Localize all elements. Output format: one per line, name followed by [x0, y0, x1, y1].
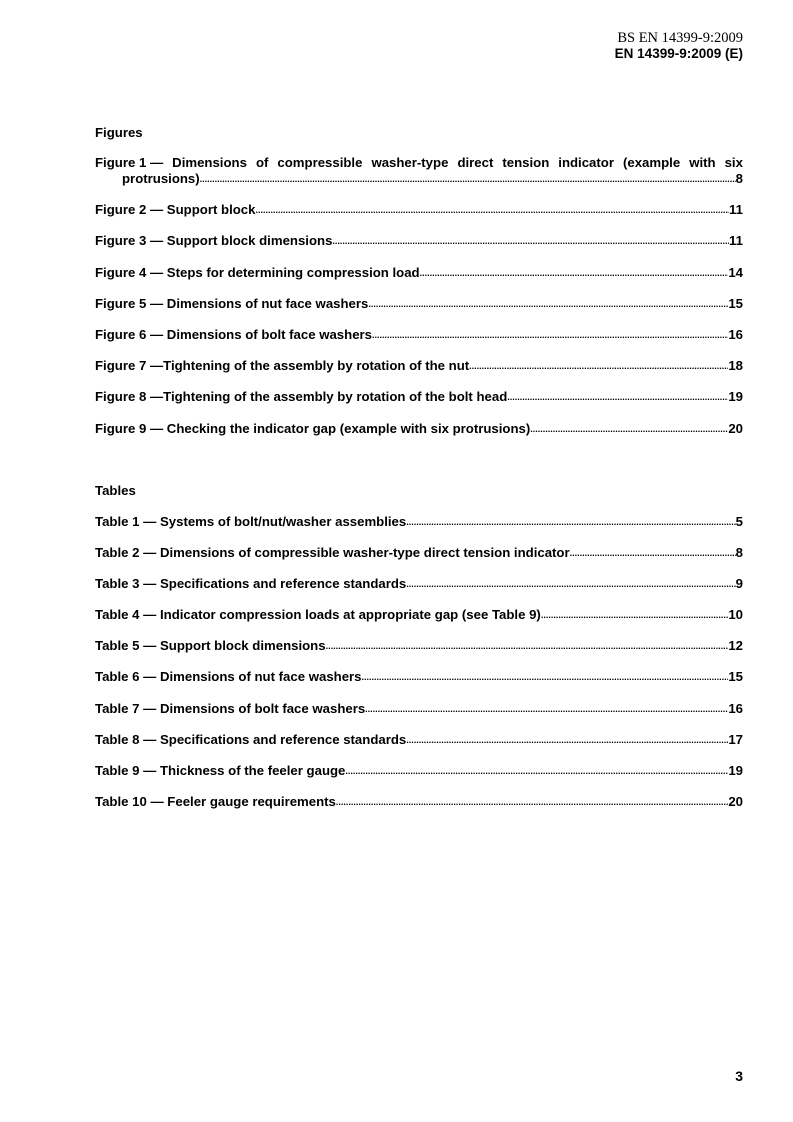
- dot-leader: [541, 606, 729, 623]
- toc-entry-page: 11: [729, 202, 743, 218]
- toc-entry-page: 19: [728, 763, 743, 778]
- dot-leader: [326, 637, 729, 654]
- toc-entry-title: Figure 5 — Dimensions of nut face washers: [95, 295, 369, 311]
- toc-entry-title: Table 2 — Dimensions of compressible washer-type direct tension indicator: [95, 544, 570, 560]
- toc-entry-title: Table 4 — Indicator compression loads at appropriate gap (see Table 9): [95, 607, 541, 623]
- toc-entry-page: 11: [729, 233, 743, 249]
- toc-entry-figure-8[interactable]: [95, 421, 743, 437]
- toc-entry-title: Table 8 — Specifications and reference standards: [95, 731, 407, 747]
- toc-entry-page: 15: [728, 669, 743, 685]
- dot-leader: [372, 326, 728, 343]
- toc-entry-word: indicator: [558, 155, 614, 170]
- toc-entry-page: 9: [735, 575, 743, 591]
- dot-leader: [368, 295, 728, 312]
- dot-leader: [255, 201, 729, 218]
- toc-entry-table-8[interactable]: [95, 732, 743, 748]
- toc-entry-table-5[interactable]: [95, 638, 743, 654]
- toc-entry-figure-1[interactable]: [95, 202, 743, 218]
- table-list: [95, 514, 743, 811]
- toc-entry-word: tension: [502, 155, 550, 170]
- dot-leader: [336, 793, 728, 810]
- page-number: 3: [735, 1068, 743, 1084]
- figures-heading: Figures: [95, 125, 143, 140]
- toc-entry-title: Table 6 — Dimensions of nut face washers: [95, 669, 362, 685]
- toc-entry-table-7[interactable]: [95, 701, 743, 717]
- toc-entry-page: 18: [728, 358, 743, 374]
- toc-entry-word: six: [724, 155, 743, 170]
- toc-entry-word: direct: [457, 155, 494, 170]
- toc-entry-word: washer-type: [371, 155, 449, 170]
- dot-leader: [507, 388, 728, 405]
- toc-entry-title: Figure 3 — Support block dimensions: [95, 233, 333, 249]
- figure-list: [95, 202, 743, 436]
- toc-entry-word: compressible: [277, 155, 363, 170]
- toc-entry-title: Table 1 — Systems of bolt/nut/washer assemblies: [95, 513, 407, 529]
- toc-entry-figure-4[interactable]: [95, 296, 743, 312]
- dot-leader: [406, 513, 735, 530]
- dot-leader: [332, 232, 729, 249]
- toc-entry-page: 20: [728, 794, 743, 810]
- toc-entry-table-10[interactable]: [95, 794, 743, 810]
- toc-entry-table-9[interactable]: [95, 763, 743, 779]
- toc-entry-word: of: [255, 155, 269, 170]
- dot-leader: [345, 762, 728, 779]
- header-en-standard: EN 14399-9:2009 (E): [614, 46, 743, 61]
- toc-entry-table-4[interactable]: [95, 607, 743, 623]
- toc-entry-page: 14: [728, 264, 743, 280]
- toc-entry-figure-6[interactable]: [95, 358, 743, 374]
- toc-entry-title: Table 3 — Specifications and reference standards: [95, 575, 407, 591]
- toc-entry-page: 8: [735, 171, 743, 186]
- toc-entry-line: [95, 155, 743, 171]
- toc-entry-title: Figure 6 — Dimensions of bolt face washers: [95, 326, 373, 342]
- toc-entry-table-3[interactable]: [95, 576, 743, 592]
- header-bs-standard: BS EN 14399-9:2009: [617, 30, 743, 46]
- dot-leader: [570, 544, 736, 561]
- toc-entry-title-continued: protrusions): [122, 171, 200, 186]
- toc-entry-title: Figure 8 —Tightening of the assembly by rotation of the bolt head: [95, 389, 508, 405]
- toc-entry-title: Figure 9 — Checking the indicator gap (example with six protrusions): [95, 420, 531, 436]
- table-of-contents: [95, 125, 743, 825]
- dot-leader: [406, 731, 728, 748]
- toc-entry-page: 8: [735, 544, 743, 560]
- toc-entry-page: 12: [728, 638, 743, 654]
- toc-entry-page: 16: [728, 700, 743, 716]
- toc-entry-figure-7[interactable]: [95, 389, 743, 405]
- dot-leader: [362, 668, 729, 685]
- toc-entry-page: 10: [728, 607, 743, 623]
- toc-entry-title: Table 7 — Dimensions of bolt face washers: [95, 700, 366, 716]
- toc-entry-page: 17: [728, 731, 743, 747]
- tables-heading: Tables: [95, 482, 136, 498]
- toc-entry-line: [95, 171, 743, 187]
- toc-entry-title: Table 5 — Support block dimensions: [95, 638, 326, 654]
- toc-entry-page: 16: [728, 326, 743, 342]
- toc-entry-figure-1[interactable]: [95, 155, 743, 187]
- toc-entry-title: Table 9 — Thickness of the feeler gauge: [95, 763, 346, 778]
- toc-entry-figure-5[interactable]: [95, 327, 743, 343]
- toc-entry-title: Figure 7 —Tightening of the assembly by rotation of the nut: [95, 358, 470, 374]
- toc-entry-page: 19: [728, 389, 743, 405]
- toc-entry-title: Table 10 — Feeler gauge requirements: [95, 794, 336, 810]
- toc-entry-title: Figure 4 — Steps for determining compression load: [95, 264, 420, 280]
- toc-entry-table-1[interactable]: [95, 514, 743, 530]
- dot-leader: [530, 420, 728, 437]
- toc-entry-page: 5: [735, 513, 743, 529]
- toc-entry-figure-3[interactable]: [95, 265, 743, 281]
- toc-entry-word: Dimensions: [172, 155, 247, 170]
- toc-entry-word: (example: [622, 155, 681, 170]
- dot-leader: [406, 575, 735, 592]
- toc-entry-figure-2[interactable]: [95, 233, 743, 249]
- dot-leader: [469, 357, 728, 374]
- dot-leader: [365, 700, 728, 717]
- toc-entry-page: 15: [728, 295, 743, 311]
- dot-leader: [420, 264, 729, 281]
- toc-entry-table-2[interactable]: [95, 545, 743, 561]
- toc-entry-word: with: [689, 155, 716, 170]
- toc-entry-title: Figure 2 — Support block: [95, 202, 256, 218]
- dot-leader: [200, 170, 736, 187]
- toc-entry-page: 20: [728, 420, 743, 436]
- toc-entry-table-6[interactable]: [95, 669, 743, 685]
- toc-entry-word: Figure 1 —: [95, 155, 164, 170]
